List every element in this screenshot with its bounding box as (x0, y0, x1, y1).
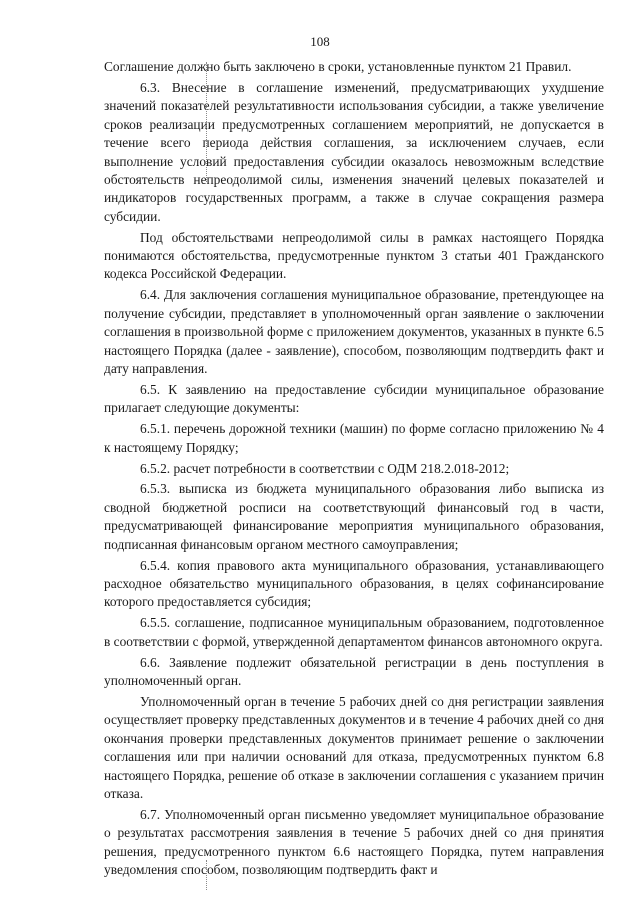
paragraph-intro: Соглашение должно быть заключено в сроки, установленные пунктом 21 Правил. (104, 59, 572, 74)
paragraph-6-5-4: 6.5.4. копия правового акта муниципального образования, устанавливающего расходное обязательство муниципального образования, в целях софинансирование которого предоставляется субсидия; (104, 557, 604, 610)
scan-artifact-line (206, 62, 207, 182)
paragraph-6-5-5: 6.5.5. соглашение, подписанное муниципальным образованием, подготовленное в соответствии с формой, утвержденной департаментом финансов автономного округа. (104, 615, 604, 649)
paragraph-force-majeure: Под обстоятельствами непреодолимой силы в рамках настоящего Порядка понимаются обстоятельства, предусмотренные пунктом 3 статьи 401 Гражданского кодекса Российской Федерации. (104, 229, 604, 282)
paragraph-6-3: 6.3. Внесение в соглашение изменений, предусматривающих ухудшение значений показателей результативности использования субсидии, а также увеличение сроков реализации предусмотренных соглашением мероприятий, не допускается в течение всего периода действия соглашения, за исключением случаев, если выполнение условий предоставления субсидии оказалось невозможным вследствие обстоятельств непреодолимой силы, изменения значений целевых показателей и индикаторов государственных программ, а также в случае сокращения размера субсидии. (104, 79, 604, 224)
page-number: 108 (310, 34, 330, 49)
scan-artifact-line (206, 860, 207, 890)
document-body (104, 58, 604, 882)
paragraph-6-4: 6.4. Для заключения соглашения муниципальное образование, претендующее на получение субсидии, представляет в уполномоченный орган заявление о заключении соглашения в произвольной форме с приложением документов, указанных в пункте 6.5 настоящего Порядка (далее - заявление), способом, позволяющим подтвердить факт и дату направления. (104, 287, 604, 376)
paragraph-6-5-3: 6.5.3. выписка из бюджета муниципального образования либо выписка из сводной бюджетной росписи на соответствующий финансовый год в части, предусматривающей финансирование мероприятия муниципального образования, подписанная финансовым органом местного самоуправления; (104, 481, 604, 552)
paragraph-6-5-1: 6.5.1. перечень дорожной техники (машин) по форме согласно приложению № 4 к настоящему Порядку; (104, 421, 604, 455)
paragraph-6-5-2: 6.5.2. расчет потребности в соответствии с ОДМ 218.2.018-2012; (140, 460, 510, 476)
paragraph-review: Уполномоченный орган в течение 5 рабочих дней со дня регистрации заявления осуществляет проверку представленных документов и в течение 4 рабочих дней со дня окончания проверки представленных документов принимает решение о заключении соглашения или при наличии оснований для отказа, предусмотренных пунктом 6.8 настоящего Порядка, решение об отказе в заключении соглашения с указанием причин отказа. (104, 693, 604, 801)
paragraph-6-6: 6.6. Заявление подлежит обязательной регистрации в день поступления в уполномоченный орган. (104, 654, 604, 688)
paragraph-6-7: 6.7. Уполномоченный орган письменно уведомляет муниципальное образование о результатах рассмотрения заявления в течение 5 рабочих дней со дня принятия решения, предусмотренного пунктом 6.6 настоящего Порядка, путем направления уведомления способом, позволяющим подтвердить факт и (104, 806, 604, 878)
paragraph-6-5: 6.5. К заявлению на предоставление субсидии муниципальное образование прилагает следующие документы: (104, 381, 604, 416)
